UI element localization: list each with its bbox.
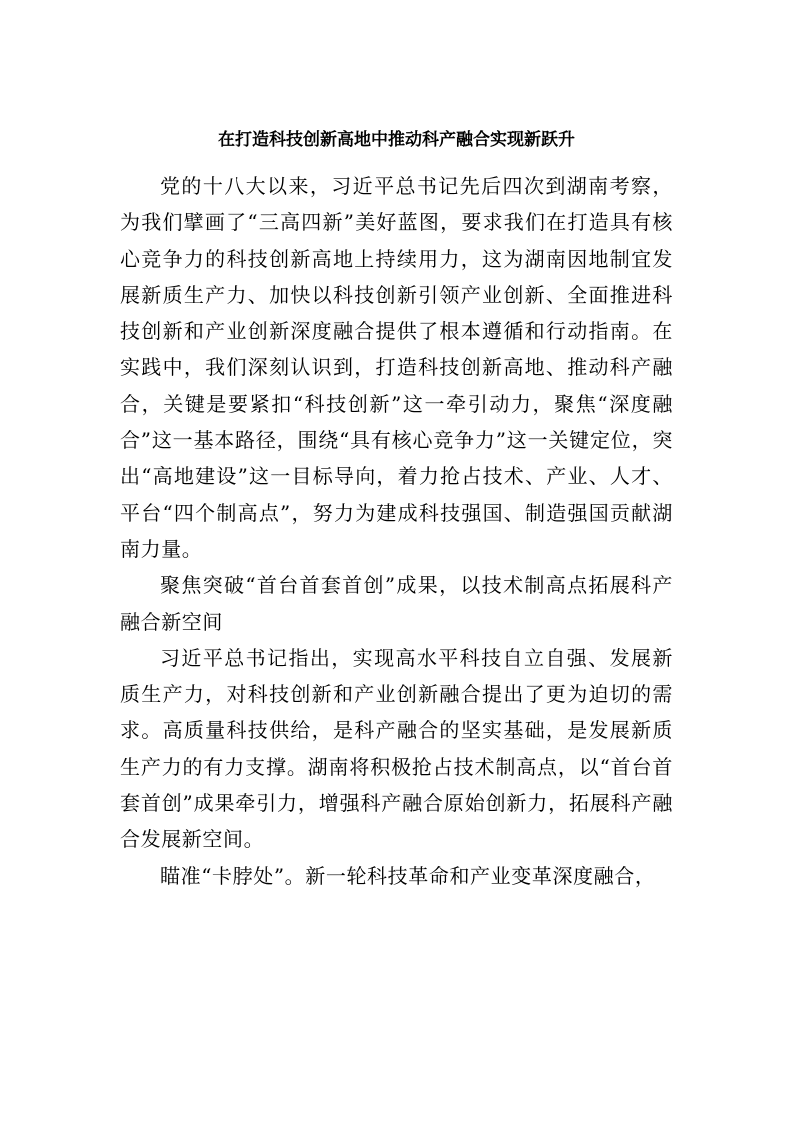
section-heading: 聚焦突破“首台首套首创”成果，以技术制高点拓展科产融合新空间 xyxy=(120,573,673,634)
document-body xyxy=(120,168,673,894)
paragraph-intro: 党的十八大以来，习近平总书记先后四次到湖南考察，为我们擘画了“三高四新”美好蓝图，要求我们在打造具有核心竞争力的科技创新高地上持续用力，这为湖南因地制宜发展新质生产力、加快以科技创新引领产业创新、全面推进科技创新和产业创新深度融合提供了根本遵循和行动指南。在实践中，我们深刻认识到，打造科技创新高地、推动科产融合，关键是要紧扣“科技创新”这一牵引动力，聚焦“深度融合”这一基本路径，围绕“具有核心竞争力”这一关键定位，突出“高地建设”这一目标导向，着力抢占技术、产业、人才、平台“四个制高点”，努力为建成科技强国、制造强国贡献湖南力量。 xyxy=(120,174,673,561)
paragraph-bottleneck: 瞄准“卡脖处”。新一轮科技革命和产业变革深度融合， xyxy=(160,863,656,888)
paragraph-section-one: 习近平总书记指出，实现高水平科技自立自强、发展新质生产力，对科技创新和产业创新融合提出了更为迫切的需求。高质量科技供给，是科产融合的坚实基础，是发展新质生产力的有力支撑。湖南将积极抢占技术制高点，以“首台首套首创”成果牵引力，增强科产融合原始创新力，拓展科产融合发展新空间。 xyxy=(120,645,673,852)
document-title: 在打造科技创新高地中推动科产融合实现新跃升 xyxy=(218,130,575,150)
